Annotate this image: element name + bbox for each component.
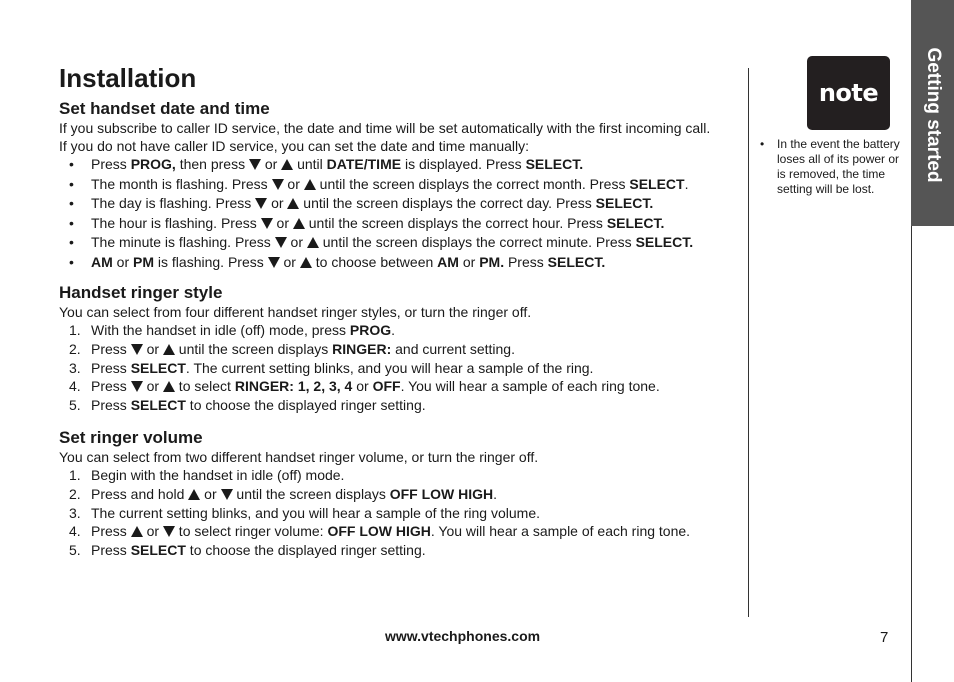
step-number: 1. [69,466,81,483]
list-item: • Press PROG, then press or until DATE/TIME is displayed. Press SELECT. [59,155,749,175]
list-item: 1. With the handset in idle (off) mode, press PROG. [69,322,395,338]
list-item: 1. Begin with the handset in idle (off) mode. [69,466,345,483]
footer-url: www.vtechphones.com [385,628,541,644]
up-arrow-icon [163,344,175,355]
list-item: 4. Press or to select ringer volume: OFF LOW HIGH. You will hear a sample of each ring tone. [69,523,691,540]
list-item: 5. Press SELECT to choose the displayed ringer setting. [69,542,426,559]
date-time-steps [59,155,749,272]
list-item: 2. Press and hold or until the screen displays OFF LOW HIGH. [69,485,498,502]
note-item: • In the event the battery loses all of its power or is removed, the time setting will be lost. [760,137,900,197]
down-arrow-icon [163,526,175,537]
list-item: 3. The current setting blinks, and you will hear a sample of the ring volume. [69,504,541,521]
list-item: • The hour is flashing. Press or until the screen displays the correct hour. Press SELECT. [59,214,749,234]
up-arrow-icon [293,218,305,229]
list-item: 5. Press SELECT to choose the displayed ringer setting. [69,397,426,414]
step-number: 2. [69,340,81,357]
intro-text: You can select from two different handset ringer volume, or turn the ringer off. [59,448,539,465]
step-number: 5. [69,397,81,414]
down-arrow-icon [268,257,280,268]
ringer-volume-steps [59,466,749,560]
down-arrow-icon [131,381,143,392]
main-content [59,60,749,560]
page-number: 7 [880,629,889,646]
intro-text: If you subscribe to caller ID service, the date and time will be set automatically with the first incoming call. [59,120,711,136]
up-arrow-icon [304,179,316,190]
page-title: Installation [59,63,197,93]
step-number: 2. [69,485,81,502]
note-list [760,137,900,197]
down-arrow-icon [261,218,273,229]
down-arrow-icon [249,159,261,170]
list-item: 3. Press SELECT. The current setting blinks, and you will hear a sample of the ring. [69,359,594,376]
step-number: 3. [69,359,81,376]
note-label: note [818,79,879,107]
intro-text: If you do not have caller ID service, you can set the date and time manually: [59,138,530,154]
ringer-style-section [59,283,749,415]
list-item: 2. Press or until the screen displays RINGER: and current setting. [69,340,515,357]
side-tab-rule [911,226,912,682]
up-arrow-icon [131,526,143,537]
list-item: • The month is flashing. Press or until the screen displays the correct month. Press SELECT. [59,175,749,195]
step-number: 4. [69,523,81,540]
step-number: 4. [69,378,81,395]
list-item: 4. Press or to select RINGER: 1, 2, 3, 4 or OFF. You will hear a sample of each ring tone. [69,378,660,395]
step-number: 1. [69,322,81,338]
up-arrow-icon [307,237,319,248]
section-heading-ringer-style: Handset ringer style [59,283,223,302]
down-arrow-icon [131,344,143,355]
side-tab-label: Getting started [922,47,944,183]
up-arrow-icon [281,159,293,170]
step-number: 5. [69,542,81,559]
up-arrow-icon [300,257,312,268]
intro-text: You can select from four different handset ringer styles, or turn the ringer off. [59,304,532,320]
section-heading-date-time: Set handset date and time [59,99,270,118]
list-item: • The day is flashing. Press or until the screen displays the correct day. Press SELECT. [59,194,749,214]
note-badge [807,56,890,130]
down-arrow-icon [275,237,287,248]
date-time-section [59,99,749,272]
section-heading-ringer-volume: Set ringer volume [59,427,203,447]
up-arrow-icon [163,381,175,392]
ringer-style-steps [59,321,749,415]
list-item: • AM or PM is flashing. Press or to choose between AM or PM. Press SELECT. [59,253,749,273]
down-arrow-icon [221,489,233,500]
side-tab [911,0,954,226]
up-arrow-icon [287,198,299,209]
step-number: 3. [69,504,81,521]
up-arrow-icon [188,489,200,500]
list-item: • The minute is flashing. Press or until the screen displays the correct minute. Press SELECT. [59,233,749,253]
column-divider [748,68,749,617]
down-arrow-icon [255,198,267,209]
down-arrow-icon [272,179,284,190]
ringer-volume-section [59,428,749,560]
